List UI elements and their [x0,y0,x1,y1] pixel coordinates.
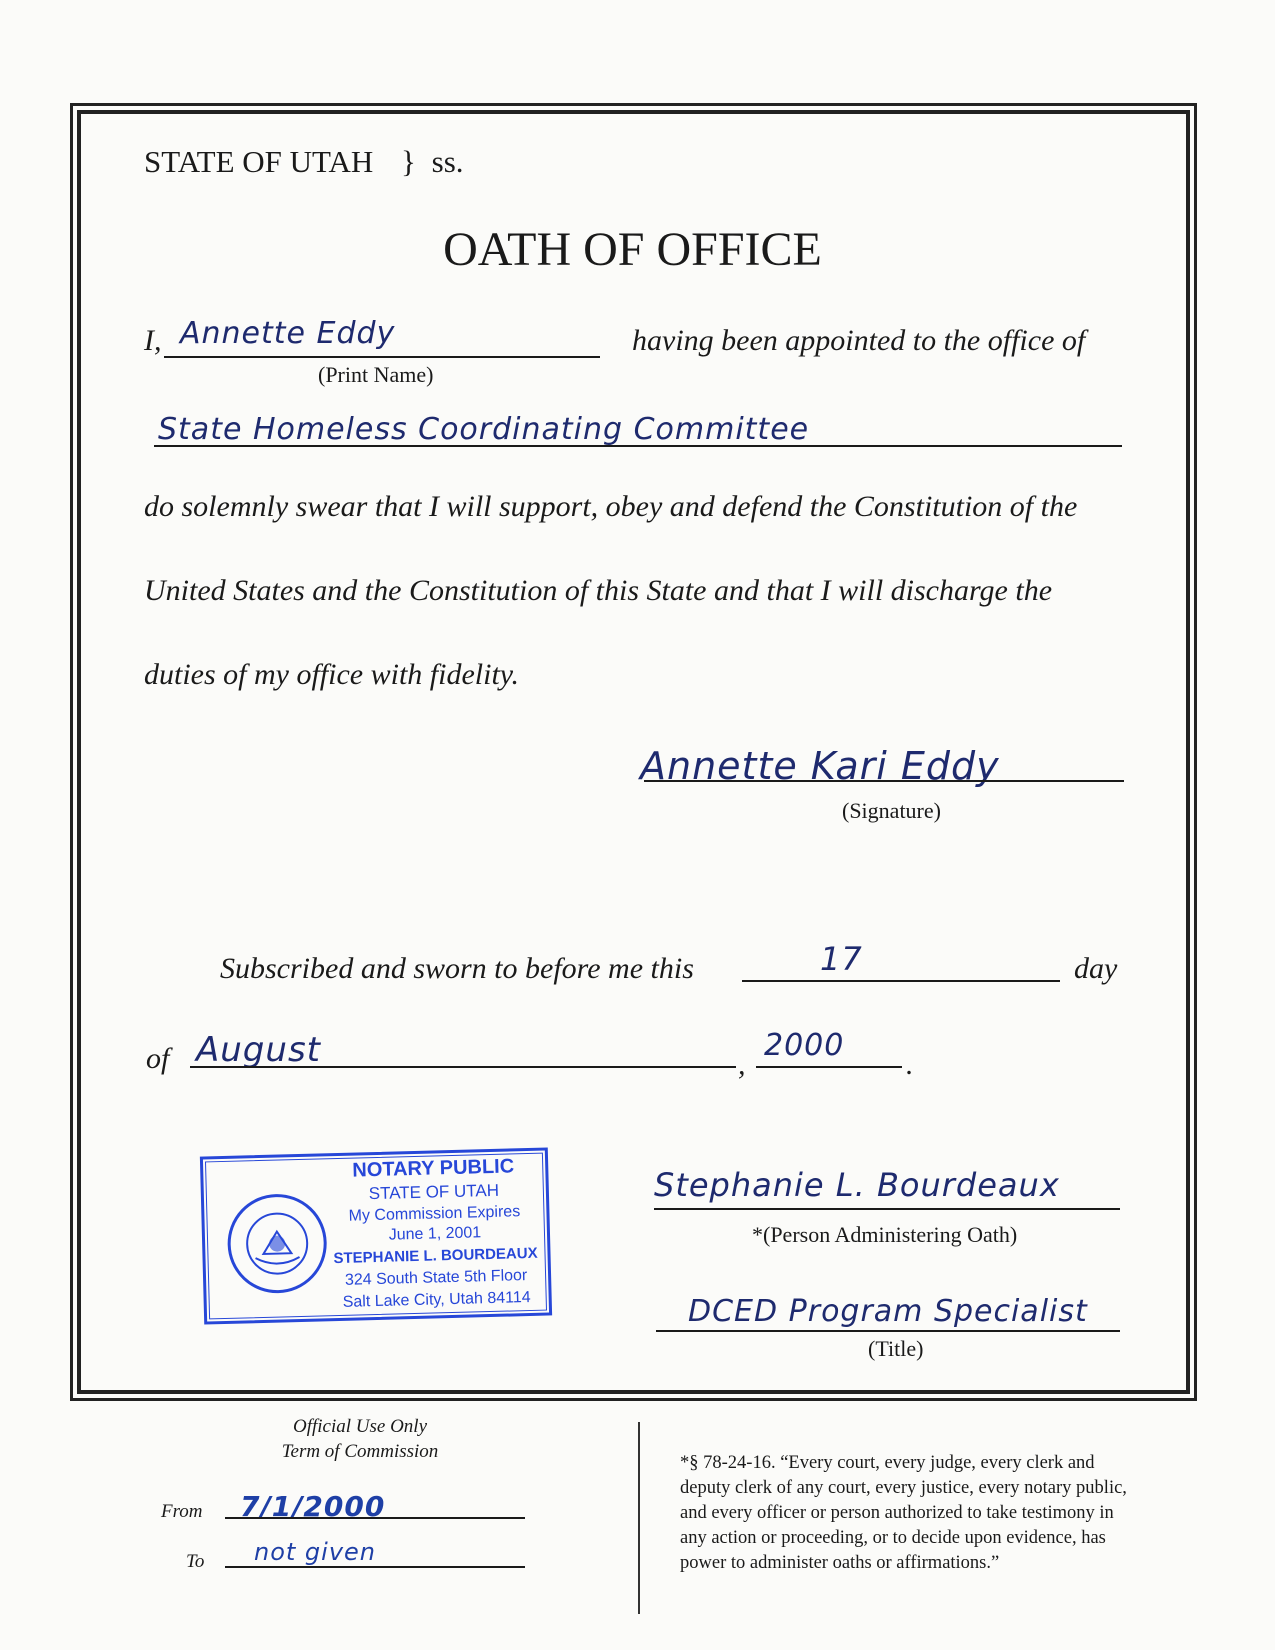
to-line [225,1566,525,1568]
from-value: 7/1/2000 [240,1490,386,1523]
month-value: August [196,1030,321,1070]
brace: } [401,144,416,179]
administrator-title: DCED Program Specialist [688,1294,1088,1329]
i-prefix: I, [144,324,162,357]
footnote-line-4: any action or proceeding, or to decide upon evidence, has [680,1528,1106,1548]
stamp-state: STATE OF UTAH [368,1180,500,1204]
stamp-commission: My Commission Expires [348,1203,521,1225]
to-value: not given [254,1538,377,1566]
ss-label: ss. [431,144,464,179]
day-label: day [1074,952,1118,985]
office-line [154,445,1122,447]
title-label: (Title) [868,1336,924,1361]
signature-line [644,780,1124,782]
official-use-heading: Official Use Only [292,1416,428,1437]
appointee-name: Annette Eddy [180,316,396,351]
state-heading [144,144,464,180]
year-line [756,1066,902,1068]
document-title: OATH OF OFFICE [443,223,822,276]
stamp-notary-name: STEPHANIE L. BOURDEAUX [333,1244,538,1268]
footnote-line-3: and every officer or person authorized to take testimony in [680,1503,1114,1523]
print-name-label: (Print Name) [318,362,434,387]
administrator-label: *(Person Administering Oath) [752,1222,1018,1247]
administrator-signature: Stephanie L. Bourdeaux [654,1166,1060,1204]
term-heading: Term of Commission [281,1441,439,1462]
stamp-expires: June 1, 2001 [388,1224,482,1244]
state-seal-icon [224,1190,331,1297]
state-label: STATE OF UTAH [144,144,374,179]
month-line [190,1066,736,1068]
from-label: From [161,1501,203,1522]
of-label: of [146,1042,170,1075]
name-line [164,356,600,358]
appointed-text: having been appointed to the office of [632,324,1086,357]
comma: , [738,1048,746,1081]
subscribed-text: Subscribed and sworn to before me this [220,952,694,985]
year-value: 2000 [764,1028,845,1063]
notary-stamp [200,1147,552,1324]
oath-line-2: United States and the Constitution of this State and that I will discharge the [144,574,1053,607]
title-line [656,1330,1120,1332]
footer-divider [638,1422,640,1614]
oath-line-1: do solemnly swear that I will support, obey and defend the Constitution of the [144,490,1078,523]
stamp-address-1: 324 South State 5th Floor [344,1267,528,1289]
oath-line-3: duties of my office with fidelity. [144,658,519,691]
footnote-line-5: power to administer oaths or affirmations.” [680,1553,1000,1573]
period: . [906,1048,914,1081]
footnote-line-2: deputy clerk of any court, every justice, every notary public, [680,1478,1127,1498]
stamp-title: NOTARY PUBLIC [352,1155,515,1182]
day-value: 17 [820,940,863,978]
signature-label: (Signature) [842,798,941,823]
administrator-line [654,1208,1120,1210]
statute-footnote [680,1451,1127,1576]
to-label: To [186,1551,205,1572]
footnote-line-1: *§ 78-24-16. “Every court, every judge, every clerk and [680,1453,1095,1473]
appointee-signature: Annette Kari Eddy [640,744,1000,788]
from-line [225,1517,525,1519]
day-line [742,980,1060,982]
office-name: State Homeless Coordinating Committee [158,412,810,447]
stamp-address-2: Salt Lake City, Utah 84114 [342,1288,531,1311]
